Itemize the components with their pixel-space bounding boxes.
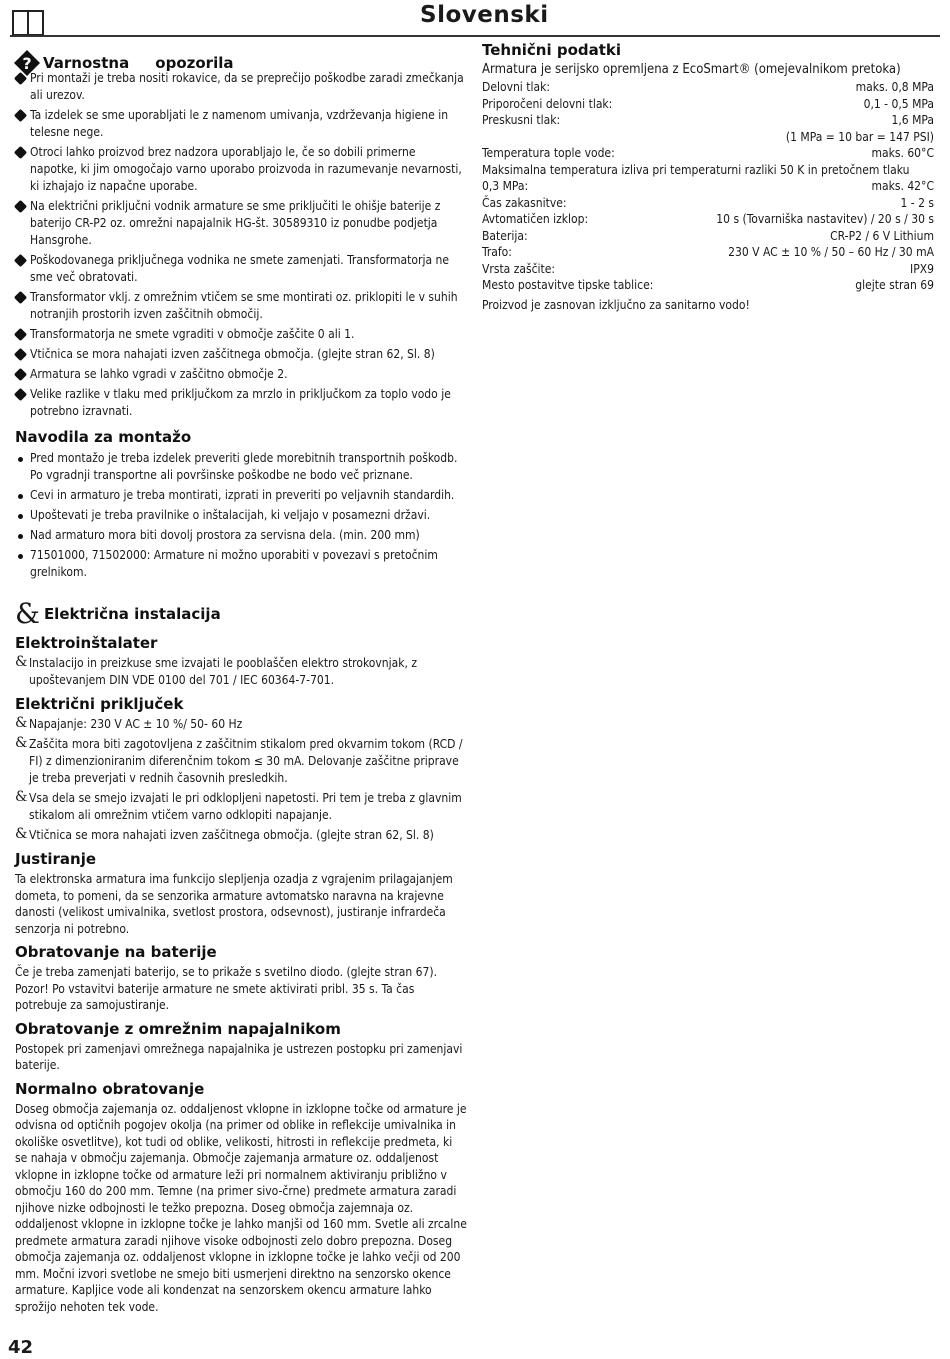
mains-title: Obratovanje z omrežnim napajalnikom xyxy=(15,1019,341,1038)
list-item: Transformator vklj. z omrežnim vtičem se sme montirati oz. priklopiti le v suhih notranjih prostorih izven zaščitnih območij. xyxy=(15,289,465,323)
spec-row xyxy=(482,129,934,146)
warning-bullet-icon xyxy=(14,291,27,304)
electrical-title: Električna instalacija xyxy=(43,605,221,623)
spec-value: maks. 60°C xyxy=(871,146,934,160)
bullet-icon xyxy=(18,534,23,539)
spec-label: Avtomatičen izklop: xyxy=(482,212,589,226)
list-item: Pri montaži je treba nositi rokavice, da se preprečijo poškodbe zaradi zmečkanja ali urezov. xyxy=(15,70,465,104)
warning-bullet-icon xyxy=(14,109,27,122)
header-divider xyxy=(10,35,940,37)
spec-row xyxy=(482,162,934,179)
list-item: Nad armaturo mora biti dovolj prostora za servisna dela. (min. 200 mm) xyxy=(15,527,465,544)
mounting-list xyxy=(15,450,465,581)
bullet-icon xyxy=(18,554,23,559)
list-item: Upoštevati je treba pravilnike o inštalacijah, ki veljajo v posamezni državi. xyxy=(15,507,465,524)
list-item: Otroci lahko proizvod brez nadzora uporabljajo le, če so dobili primerne napotke, ki jim omogočajo varno uporabo proizvoda in razumevanje nevarnosti, ki izhajajo iz napačne uporabe. xyxy=(15,144,465,195)
tech-intro: Armatura je serijsko opremljena z EcoSmart® (omejevalnikom pretoka) xyxy=(482,62,901,77)
tech-title: Tehnični podatki xyxy=(482,41,622,59)
battery-text: Če je treba zamenjati baterijo, se to prikaže s svetilno diodo. (glejte stran 67). Pozor! Po vstavitvi baterije armature ne smete aktivirati pribl. 35 s. Ta čas potrebuje za samojustiranje. xyxy=(15,965,438,1012)
spec-row xyxy=(482,79,934,96)
list-item: Na električni priključni vodnik armature se sme priključiti le ohišje baterije z baterijo CR-P2 oz. omrežni napajalnik HG-št. 30589310 iz ponudbe podjetja Hansgrohe. xyxy=(15,198,465,249)
list-item: Transformatorja ne smete vgraditi v območje zaščite 0 ali 1. xyxy=(15,326,465,343)
tech-note: Proizvod je zasnovan izključno za sanitarno vodo! xyxy=(482,297,750,312)
connection-list xyxy=(15,716,467,844)
spec-value: 1,6 MPa xyxy=(891,113,934,127)
spec-value: IPX9 xyxy=(910,261,934,276)
spec-value: (1 MPa = 10 bar = 147 PSI) xyxy=(785,129,934,144)
list-item: Armatura se lahko vgradi v zaščitno območje 2. xyxy=(15,366,465,383)
warning-bullet-icon xyxy=(14,200,27,213)
normal-operation-text: Doseg območja zajemanja oz. oddaljenost vklopne in izklopne točke od armature je odvisna od optičnih pogojev okolja (na primer od oblike in reflekcije umivalnika in okoliške osvetlitve), kot tudi od oblike, velikosti, hitrosti in reflekcije predmeta, ki se nahaja v območju zajemanja. Območje zajemanja armature oz. oddaljenost vklopne in izklopne točke od armature leži pri normalnem aktiviranju približno v območju 160 do 200 mm. Temne (na primer sivo-črne) predmete armatura zaradi njihove nizke odbojnosti le težko prepozna. Doseg območja zajemnaja oz. oddaljenost vklopne in izklopne točke je lahko manjši od 160 mm. Svetle ali zrcalne predmete armatura zaradi njihove visoke odbojnosti zelo dobro prepozna. Doseg območja zajemanja oz. oddaljenost vklopne in izklopne točke je lahko večji od 200 mm. Močni izvori svetlobe ne smejo biti usmerjeni direktno na senzorsko okence armature. Kapljice vode ali kondenzat na senzorskem okencu armature lahko sprožijo nehoten tek vode. xyxy=(15,1101,467,1314)
ampersand-bullet-icon: & xyxy=(15,789,28,805)
list-item: Ta izdelek se sme uporabljati le z namenom umivanja, vzdrževanja higiene in telesne nege. xyxy=(15,107,465,141)
adjustment-text: Ta elektronska armatura ima funkcijo slepljenja ozadja z vgrajenim prilagajanjem dometa, to pomeni, da se senzorika armature avtomatsko naravna na krajevne danosti (velikost umivalnika, svetlost prostora, odsevnost), justiranje infrardeča senzorja ni potrebno. xyxy=(15,872,453,936)
spec-label: Maksimalna temperatura izliva pri temperaturni razliki 50 K in pretočnem tlaku xyxy=(482,162,910,177)
spec-row xyxy=(482,195,934,212)
warning-bullet-icon xyxy=(14,146,27,159)
spec-label: Priporočeni delovni tlak: xyxy=(482,96,613,111)
warning-bullet-icon xyxy=(14,254,27,267)
spec-label: Čas zakasnitve: xyxy=(482,195,567,210)
bullet-icon xyxy=(18,514,23,519)
list-item: Poškodovanega priključnega vodnika ne smete zamenjati. Transformatorja ne sme več obratovati. xyxy=(15,252,465,286)
electrical-heading xyxy=(15,597,467,630)
spec-table xyxy=(482,79,934,294)
electrical-section xyxy=(15,597,467,1319)
spec-label: 0,3 MPa: xyxy=(482,179,529,193)
book-icon xyxy=(12,10,42,34)
warning-bullet-icon xyxy=(14,72,27,85)
list-item: & Vsa dela se smejo izvajati le pri odklopljeni napetosti. Pri tem je treba z glavnim stikalom ali omrežnim vtičem varno odklopiti napajanje. xyxy=(15,789,462,822)
spec-row xyxy=(482,211,934,228)
spec-label: Baterija: xyxy=(482,228,528,243)
list-item: Cevi in armaturo je treba montirati, izprati in preveriti po veljavnih standardih. xyxy=(15,487,465,504)
warning-bullet-icon xyxy=(14,348,27,361)
normal-operation-title: Normalno obratovanje xyxy=(15,1079,205,1098)
spec-row xyxy=(482,96,934,113)
ampersand-icon: & xyxy=(15,597,40,630)
list-item: Vtičnica se mora nahajati izven zaščitnega območja. (glejte stran 62, Sl. 8) xyxy=(15,346,465,363)
mains-text: Postopek pri zamenjavi omrežnega napajalnika je ustrezen postopku pri zamenjavi baterije. xyxy=(15,1041,463,1072)
list-item: 71501000, 71502000: Armature ni možno uporabiti v povezavi s pretočnim grelnikom. xyxy=(15,547,465,581)
list-item: Velike razlike v tlaku med priključkom za mrzlo in priključkom za toplo vodo je potrebno izravnati. xyxy=(15,386,465,420)
connection-title: Električni priključek xyxy=(15,695,184,713)
spec-value: glejte stran 69 xyxy=(855,278,934,292)
spec-value: 10 s (Tovarniška nastavitev) / 20 s / 30 s xyxy=(716,212,934,226)
spec-value: maks. 0,8 MPa xyxy=(855,80,934,94)
spec-row xyxy=(482,228,934,245)
list-item: & Instalacijo in preizkuse sme izvajati le pooblaščen elektro strokovnjak, z upoštevanjem DIN VDE 0100 del 701 / IEC 60364-7-701. xyxy=(15,654,418,687)
spec-label: Mesto postavitve tipske tablice: xyxy=(482,278,654,292)
warning-bullet-icon xyxy=(14,388,27,401)
warnings-list xyxy=(15,70,465,420)
svg-text:?: ? xyxy=(22,54,32,73)
spec-value: 1 - 2 s xyxy=(900,195,934,210)
spec-label: Trafo: xyxy=(482,245,512,259)
spec-row xyxy=(482,277,934,294)
electrician-title: Elektroinštalater xyxy=(15,634,158,652)
spec-label: Delovni tlak: xyxy=(482,80,550,94)
spec-value: 0,1 - 0,5 MPa xyxy=(863,96,934,111)
spec-row xyxy=(482,244,934,261)
page-number: 42 xyxy=(8,1337,34,1358)
left-column xyxy=(15,48,465,584)
spec-value: CR-P2 / 6 V Lithium xyxy=(830,228,934,243)
list-item: Pred montažo je treba izdelek preveriti glede morebitnih transportnih poškodb. Po vgradnji transportne ali površinske poškodbe ne bodo več priznane. xyxy=(15,450,465,484)
list-item: & Zaščita mora biti zagotovljena z zaščitnim stikalom pred okvarnim tokom (RCD / FI) z dimenzioniranim diferenčnim tokom ≤ 30 mA. Delovanje zaščitne priprave je treba preverjati v rednih časovnih presledkih. xyxy=(15,735,463,785)
spec-label: Preskusni tlak: xyxy=(482,113,561,127)
battery-title: Obratovanje na baterije xyxy=(15,943,217,961)
ampersand-bullet-icon: & xyxy=(15,715,28,731)
bullet-icon xyxy=(18,494,23,499)
spec-row xyxy=(482,178,934,195)
tech-data-section xyxy=(482,41,934,313)
spec-label: Temperatura tople vode: xyxy=(482,146,615,160)
ampersand-bullet-icon: & xyxy=(15,826,28,842)
spec-row xyxy=(482,112,934,129)
page-title: Slovenski xyxy=(420,2,549,28)
spec-row xyxy=(482,261,934,278)
list-item: & Vtičnica se mora nahajati izven zaščitnega območja. (glejte stran 62, Sl. 8) xyxy=(15,826,434,842)
adjustment-title: Justiranje xyxy=(15,850,97,868)
mounting-title: Navodila za montažo xyxy=(15,428,192,446)
spec-label: Vrsta zaščite: xyxy=(482,261,556,276)
warning-bullet-icon xyxy=(14,328,27,341)
warnings-title: Varnostna opozorila xyxy=(43,54,234,72)
ampersand-bullet-icon: & xyxy=(15,735,28,751)
bullet-icon xyxy=(18,457,23,462)
spec-value: maks. 42°C xyxy=(871,179,934,193)
list-item: & Napajanje: 230 V AC ± 10 %/ 50- 60 Hz xyxy=(15,715,243,731)
electrician-list xyxy=(15,655,467,689)
warning-bullet-icon xyxy=(14,368,27,381)
spec-row xyxy=(482,145,934,162)
spec-value: 230 V AC ± 10 % / 50 – 60 Hz / 30 mA xyxy=(728,245,934,259)
ampersand-bullet-icon: & xyxy=(15,654,28,670)
